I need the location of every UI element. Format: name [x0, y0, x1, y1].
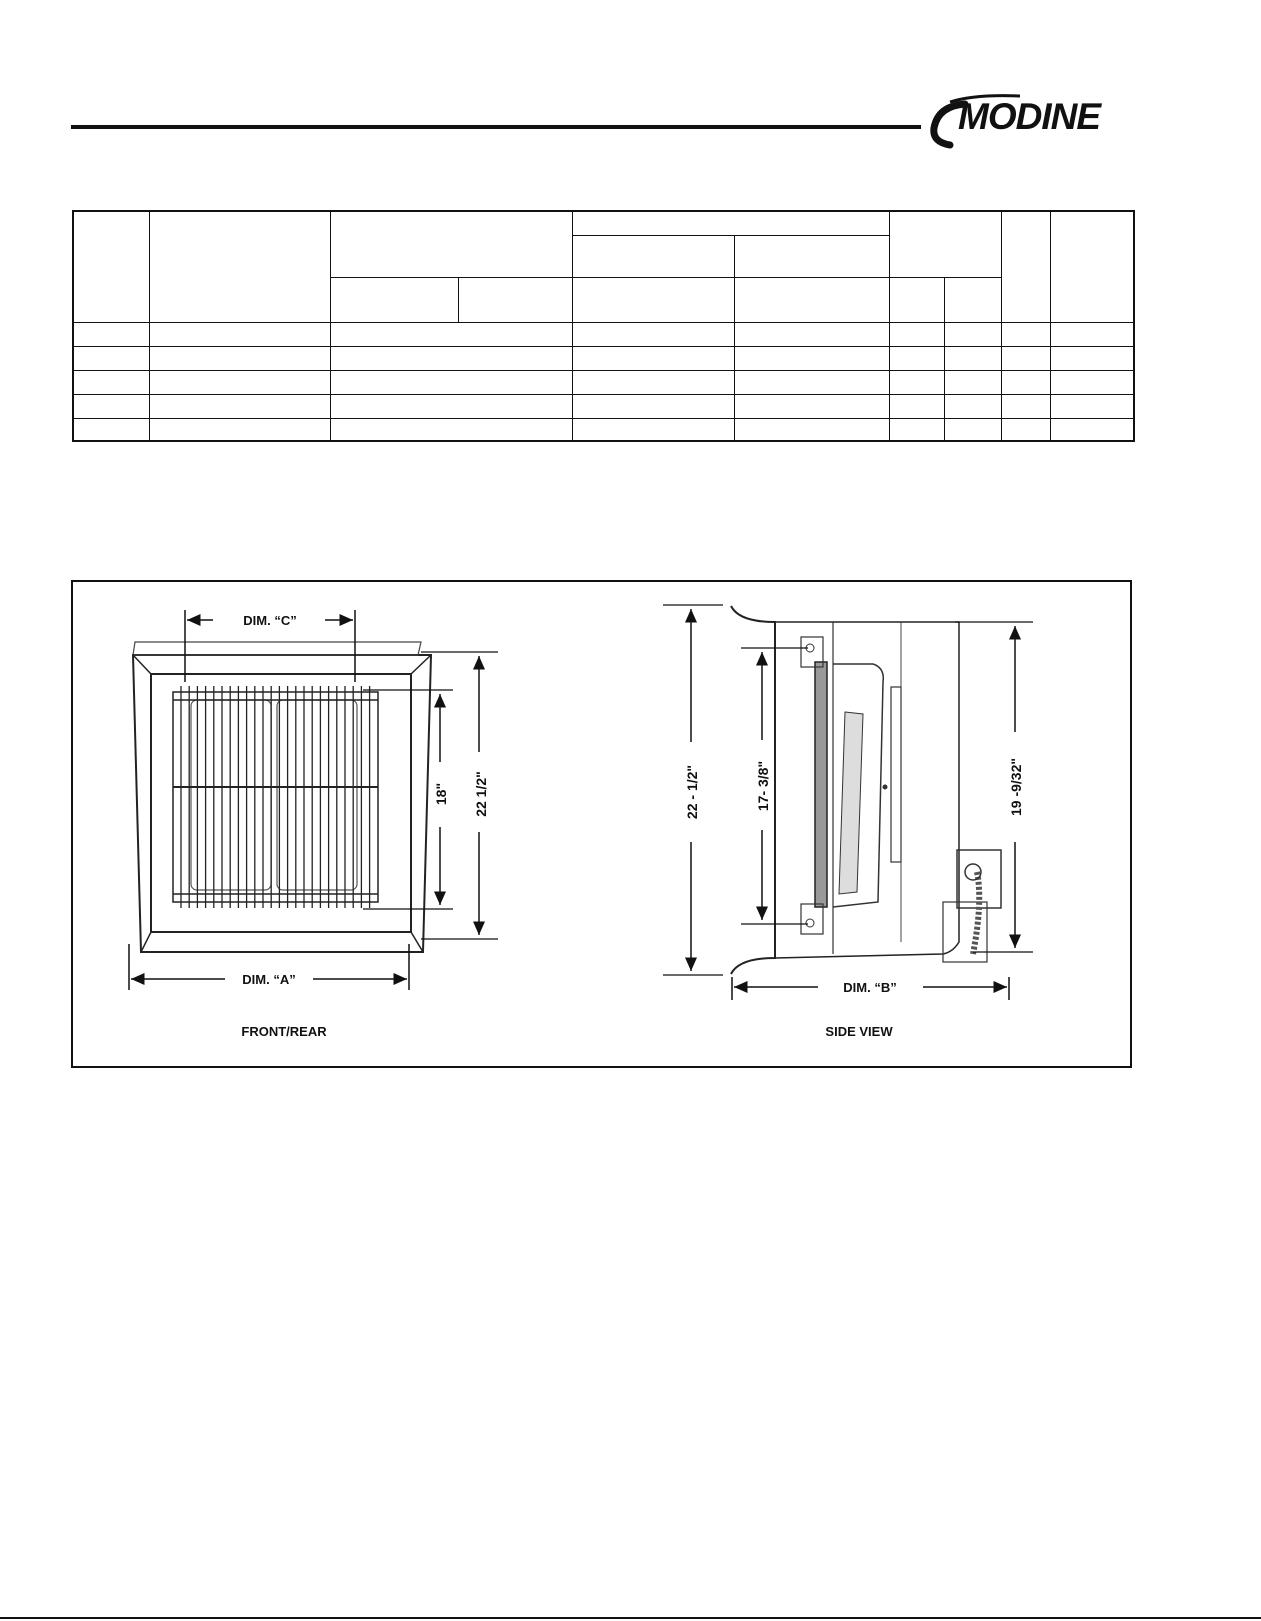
front-view-caption: FRONT/REAR [241, 1024, 327, 1039]
header-rule [71, 125, 921, 129]
table-header-row [73, 211, 1134, 235]
dim-a-label: DIM. “A” [242, 972, 296, 987]
header-cell [330, 277, 458, 322]
side-view-caption: SIDE VIEW [825, 1024, 893, 1039]
grille-bars [181, 686, 370, 908]
table-row [73, 370, 1134, 394]
dim-22-1-2-side-label: 22 - 1/2" [684, 764, 700, 820]
spec-table [72, 210, 1135, 442]
header-cell [734, 235, 889, 277]
header-cell [889, 211, 1001, 277]
side-view [663, 605, 1033, 1039]
modine-logo [920, 90, 1140, 150]
front-view [129, 610, 498, 1039]
table-row [73, 322, 1134, 346]
dim-18-label: 18" [433, 782, 449, 806]
logo-wordmark: MODINE [958, 96, 1100, 137]
dim-b-label: DIM. “B” [843, 980, 897, 995]
header-cell [944, 277, 1001, 322]
header-cell [1050, 211, 1134, 322]
dim-c-label: DIM. “C” [243, 613, 297, 628]
dimension-drawing [73, 582, 1130, 1066]
dim-22-1-2-label: 22 1/2" [473, 771, 489, 817]
header-cell [73, 211, 149, 322]
header-cell [572, 235, 734, 277]
dim-19-9-32-label: 19 -9/32" [1008, 757, 1024, 817]
dimension-drawing-frame [71, 580, 1132, 1068]
table-row [73, 394, 1134, 418]
footer-rule [0, 1617, 1261, 1619]
dim-17-3-8-label: 17- 3/8" [755, 760, 771, 812]
header-cell [572, 211, 889, 235]
header-cell [330, 211, 572, 277]
header-cell [458, 277, 572, 322]
front-grille [173, 686, 378, 908]
table-row [73, 346, 1134, 370]
header-cell [734, 277, 889, 322]
header-cell [1001, 211, 1050, 322]
header-cell [149, 211, 330, 322]
header-cell [889, 277, 944, 322]
table-row [73, 418, 1134, 441]
header-cell [572, 277, 734, 322]
